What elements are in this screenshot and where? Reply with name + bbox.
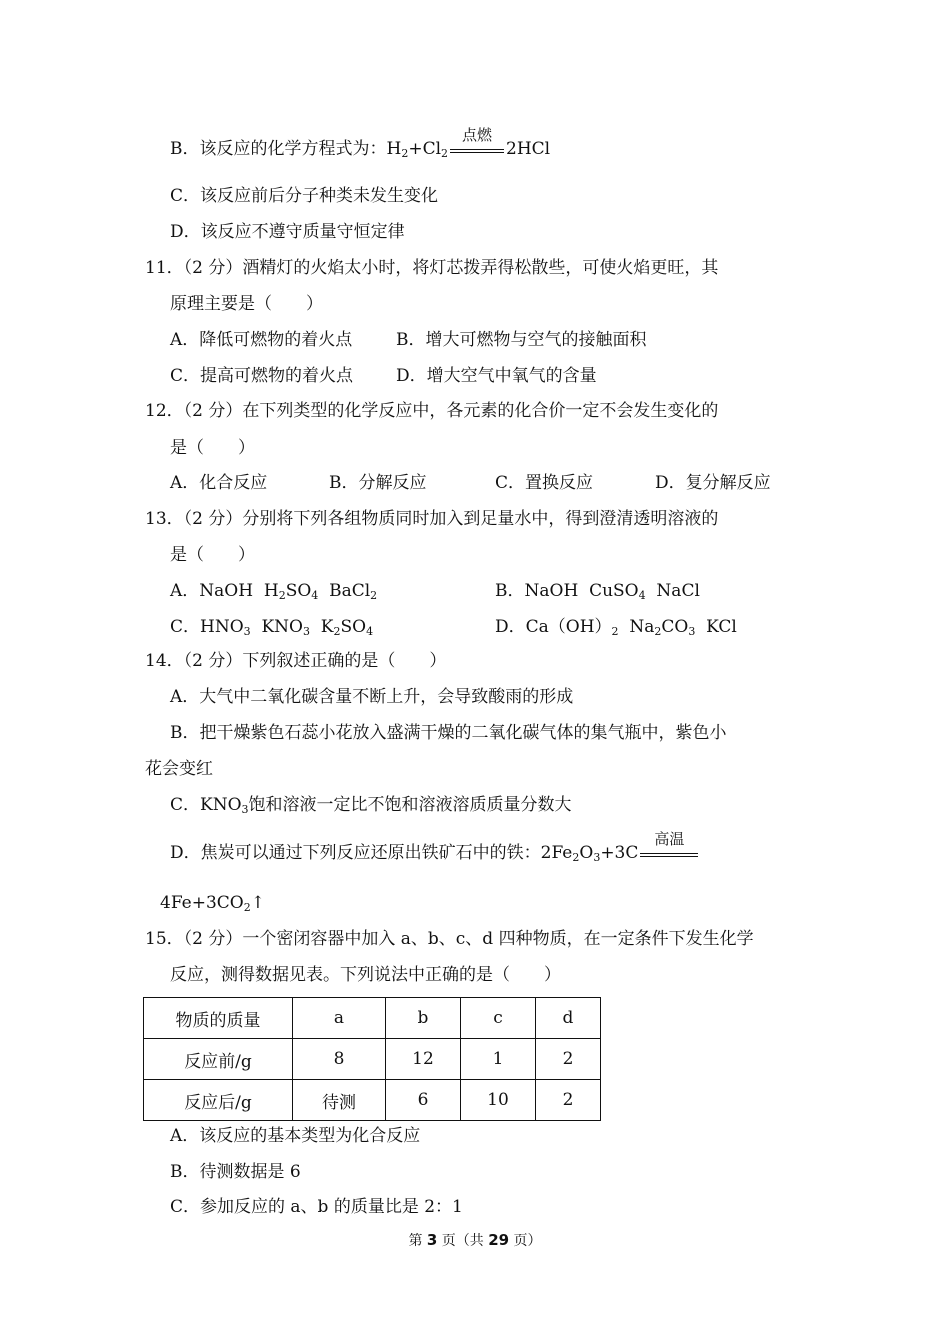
q15-option-a: A．该反应的基本类型为化合反应 [170,1126,421,1146]
page-footer: 第 3 页（共 29 页） [408,1231,542,1249]
q13-option-a: A．NaOH $H_2SO_4$ BaCl$_2$ [170,581,378,602]
table-cell: 12 [386,1039,461,1080]
q11-option-d: D．增大空气中氧气的含量 [396,366,597,386]
table-cell: 2 [536,1080,601,1121]
q14-option-a: A．大气中二氧化碳含量不断上升，会导致酸雨的形成 [170,687,574,707]
table-cell: 反应前/g [144,1039,293,1080]
q13-stem: 13．（2 分）分别将下列各组物质同时加入到足量水中，得到澄清透明溶液的 [145,509,719,529]
q14-option-b-cont: 花会变红 [145,759,213,779]
table-row [144,1080,601,1121]
q11-option-a: A．降低可燃物的着火点 [170,330,353,350]
table-cell: 反应后/g [144,1080,293,1121]
q13-option-c: C．$HNO_3$ $KNO_3$ $K_2SO_4$ [170,617,374,638]
q13-option-b: B．NaOH CuSO$_4$ NaCl [495,581,700,602]
table-cell: 物质的质量 [144,998,293,1039]
q15-stem-cont: 反应，测得数据见表。下列说法中正确的是（ ） [170,965,561,985]
q12-stem: 12．（2 分）在下列类型的化学反应中，各元素的化合价一定不会发生变化的 [145,401,719,421]
table-cell: d [536,998,601,1039]
q14-option-d: D．焦炭可以通过下列反应还原出铁矿石中的铁：$2Fe_2O_3+3C$ 高温 [170,842,700,864]
table-cell: c [461,998,536,1039]
q14-option-c: C．$KNO_3$饱和溶液一定比不饱和溶液溶质质量分数大 [170,795,572,816]
page-total: 29 [488,1231,510,1249]
q12-option-d: D．复分解反应 [655,473,771,493]
q10-option-b: B．该反应的化学方程式为：$H_2+Cl_2$ 点燃 2HCl [170,126,551,160]
q13-option-d: D．$Ca(OH)_2$ $Na_2CO_3$ KCl [495,617,737,638]
q11-option-b: B．增大可燃物与空气的接触面积 [396,330,647,350]
q10-option-c: C．该反应前后分子种类未发生变化 [170,186,439,206]
mass-data-table [143,997,601,1121]
table-cell: 6 [386,1080,461,1121]
q10-option-d: D．该反应不遵守质量守恒定律 [170,222,405,242]
page-number: 3 [426,1231,438,1249]
reaction-condition-arrow: 点燃 [448,138,506,160]
table-cell: a [293,998,386,1039]
q11-stem-cont: 原理主要是（ ） [170,294,323,314]
q14-stem: 14．（2 分）下列叙述正确的是（ ） [145,651,447,671]
q12-stem-cont: 是（ ） [170,438,255,458]
q14-option-b: B．把干燥紫色石蕊小花放入盛满干燥的二氧化碳气体的集气瓶中，紫色小 [170,723,727,743]
q11-option-c: C．提高可燃物的着火点 [170,366,354,386]
q15-option-b: B．待测数据是 6 [170,1162,301,1182]
q15-option-c: C．参加反应的 a、b 的质量比是 2：1 [170,1197,463,1217]
reaction-condition-arrow: 高温 [638,842,700,864]
table-cell: 待测 [293,1080,386,1121]
table-cell: 10 [461,1080,536,1121]
q15-stem: 15．（2 分）一个密闭容器中加入 a、b、c、d 四种物质，在一定条件下发生化学 [145,929,754,949]
table-cell: b [386,998,461,1039]
q12-option-c: C．置换反应 [495,473,594,493]
table-row [144,998,601,1039]
table-row [144,1039,601,1080]
q11-stem: 11．（2 分）酒精灯的火焰太小时，将灯芯拨弄得松散些，可使火焰更旺，其 [145,258,719,278]
table-cell: 8 [293,1039,386,1080]
table-cell: 1 [461,1039,536,1080]
q12-option-a: A．化合反应 [170,473,268,493]
q14-option-d-cont: $4Fe+3CO_2↑$ [160,893,265,914]
q13-stem-cont: 是（ ） [170,545,255,565]
q12-option-b: B．分解反应 [329,473,427,493]
table-cell: 2 [536,1039,601,1080]
